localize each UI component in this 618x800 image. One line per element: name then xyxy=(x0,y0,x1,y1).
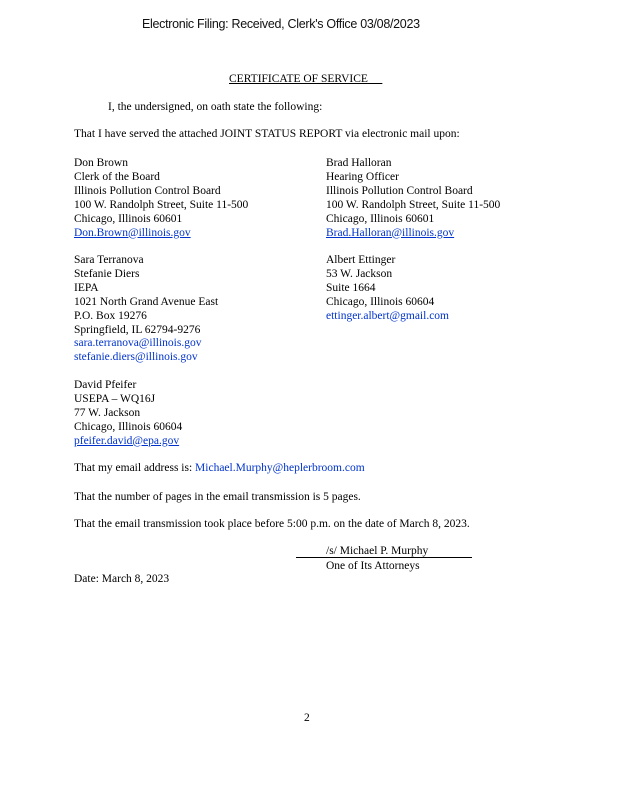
recipient-line: Springfield, IL 62794-9276 xyxy=(74,323,201,336)
email-address[interactable]: stefanie.diers@illinois.gov xyxy=(74,351,198,364)
certificate-title xyxy=(229,73,382,85)
recipient-line: USEPA – WQ16J xyxy=(74,392,156,405)
email-link[interactable]: Brad.Halloran@illinois.gov xyxy=(326,226,455,239)
served-line: That I have served the attached JOINT STATUS REPORT via electronic mail upon: xyxy=(74,128,460,140)
recipient-brad-halloran xyxy=(326,157,500,240)
intro-line: I, the undersigned, on oath state the following: xyxy=(108,101,323,113)
recipient-line: Illinois Pollution Control Board xyxy=(326,184,473,197)
recipient-line: David Pfeifer xyxy=(74,379,137,391)
title-text: CERTIFICATE OF SERVICE xyxy=(229,73,368,85)
recipient-line: Stefanie Diers xyxy=(74,267,140,280)
date-line: Date: March 8, 2023 xyxy=(74,573,170,585)
recipient-line: Chicago, Illinois 60601 xyxy=(74,212,183,225)
signature-line: /s/ Michael P. Murphy xyxy=(296,545,472,558)
recipient-line: Clerk of the Board xyxy=(74,170,160,183)
recipient-david-pfeifer xyxy=(74,379,182,449)
my-email-label: That my email address is: xyxy=(74,462,196,474)
recipient-iepa xyxy=(74,254,218,365)
recipient-line: 100 W. Randolph Street, Suite 11-500 xyxy=(74,198,249,211)
recipient-line: P.O. Box 19276 xyxy=(74,309,147,322)
recipient-line: 100 W. Randolph Street, Suite 11-500 xyxy=(326,198,501,211)
recipient-line: IEPA xyxy=(74,281,99,294)
recipient-line: Hearing Officer xyxy=(326,170,399,183)
recipient-line: Illinois Pollution Control Board xyxy=(74,184,221,197)
recipient-line: 1021 North Grand Avenue East xyxy=(74,295,219,308)
time-line: That the email transmission took place before 5:00 p.m. on the date of March 8, 2023. xyxy=(74,518,470,530)
recipient-line: Chicago, Illinois 60604 xyxy=(74,420,183,433)
filing-stamp: Electronic Filing: Received, Clerk's Office 03/08/2023 xyxy=(142,17,420,31)
recipient-line: Chicago, Illinois 60604 xyxy=(326,295,435,308)
email-link[interactable]: pfeifer.david@epa.gov xyxy=(74,434,180,447)
recipient-line: Sara Terranova xyxy=(74,254,144,266)
recipient-line: 53 W. Jackson xyxy=(326,267,393,280)
signature-role: One of Its Attorneys xyxy=(326,560,420,572)
my-email-line xyxy=(74,462,365,474)
email-address[interactable]: ettinger.albert@gmail.com xyxy=(326,309,449,322)
recipient-line: Albert Ettinger xyxy=(326,254,396,266)
pages-line: That the number of pages in the email transmission is 5 pages. xyxy=(74,491,361,503)
email-link[interactable]: Don.Brown@illinois.gov xyxy=(74,226,191,239)
recipient-don-brown xyxy=(74,157,248,240)
recipient-line: 77 W. Jackson xyxy=(74,406,141,419)
recipient-line: Brad Halloran xyxy=(326,157,392,169)
recipient-line: Don Brown xyxy=(74,157,128,169)
recipient-albert-ettinger xyxy=(326,254,449,324)
recipient-line: Chicago, Illinois 60601 xyxy=(326,212,435,225)
page-number: 2 xyxy=(304,712,310,724)
email-address[interactable]: sara.terranova@illinois.gov xyxy=(74,337,202,350)
my-email-address[interactable]: Michael.Murphy@heplerbroom.com xyxy=(195,462,365,474)
recipient-line: Suite 1664 xyxy=(326,281,376,294)
